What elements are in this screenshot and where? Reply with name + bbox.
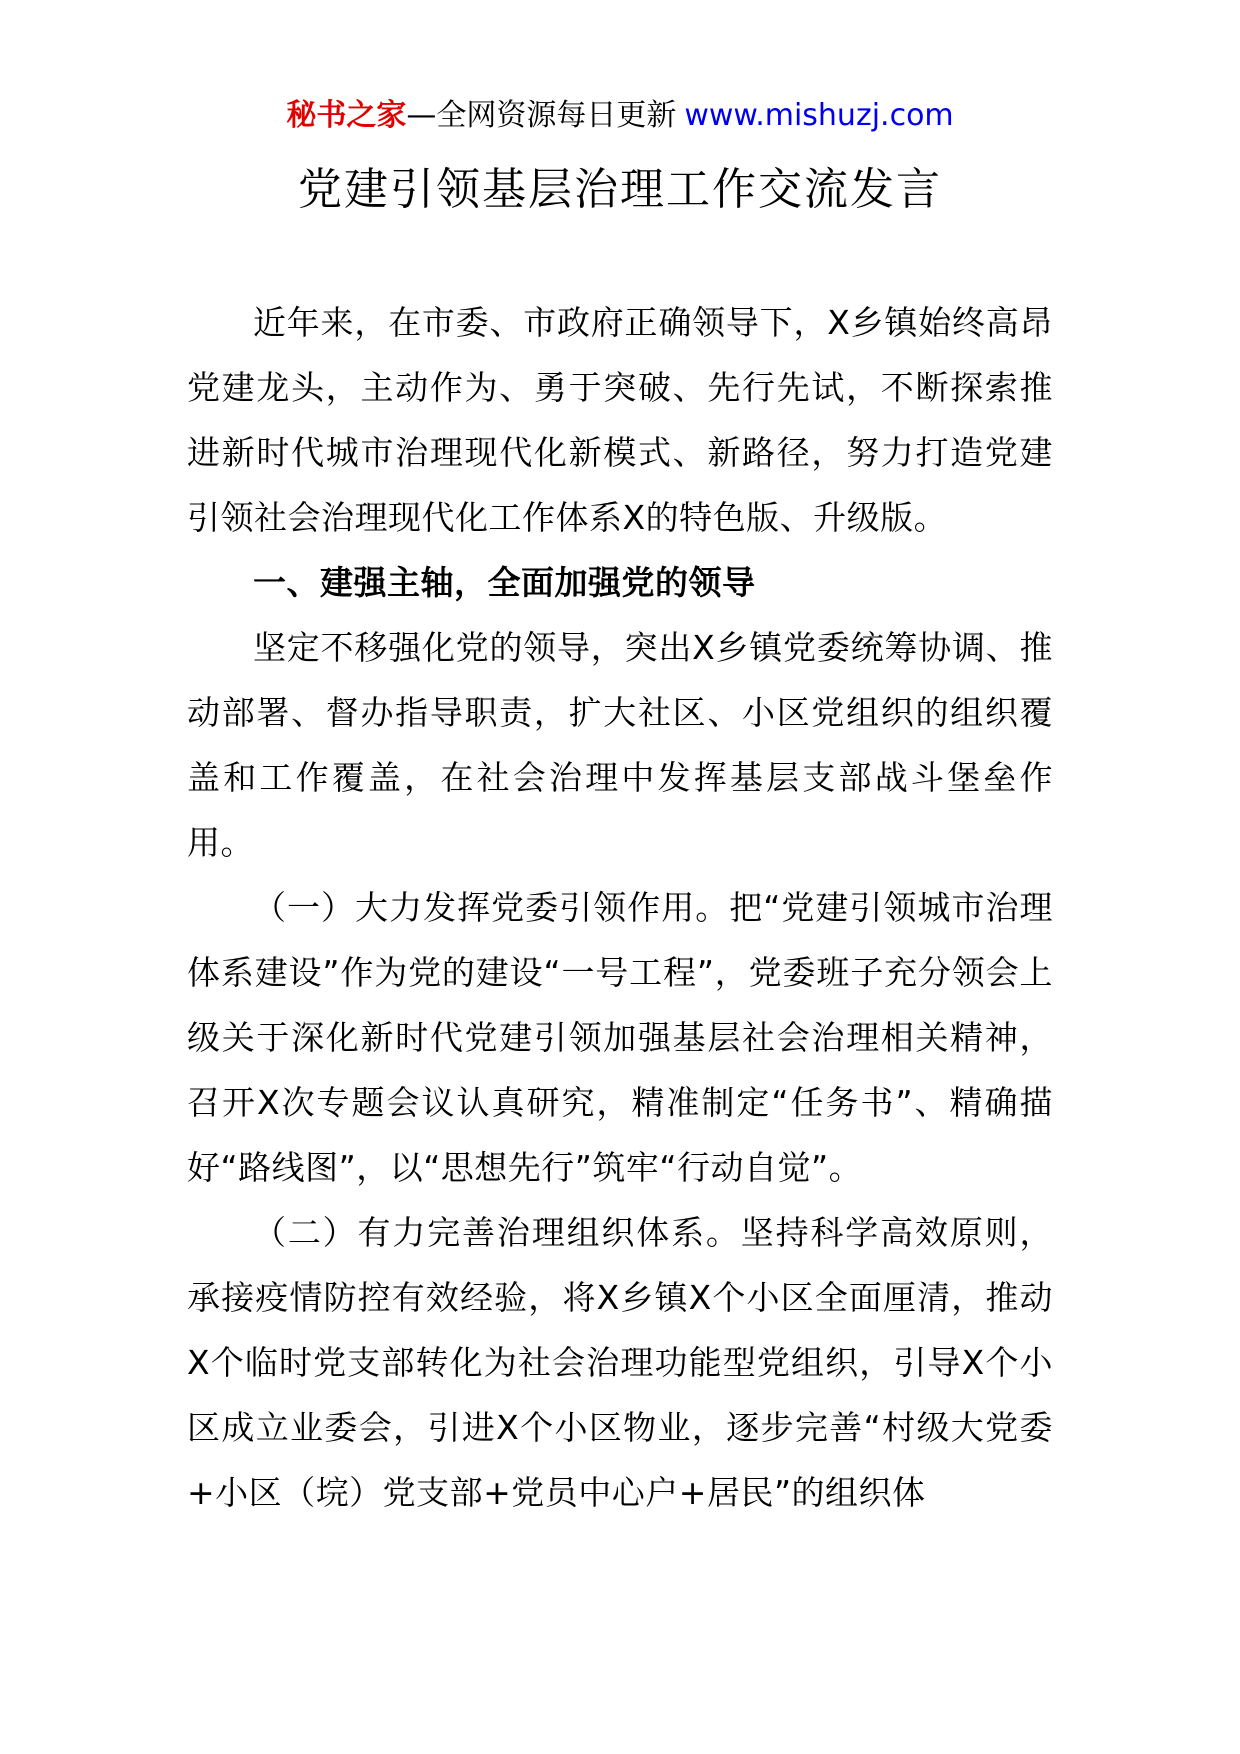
section-1-paragraph: 坚定不移强化党的领导，突出X乡镇党委统筹协调、推动部署、督办指导职责，扩大社区、小区党组织的组织覆盖和工作覆盖，在社会治理中发挥基层支部战斗堡垒作用。 [187,628,1053,862]
subsection-1-paragraph: （一）大力发挥党委引领作用。把“党建引领城市治理体系建设”作为党的建设“一号工程”，党委班子充分领会上级关于深化新时代党建引领加强基层社会治理相关精神，召开X次专题会议认真研究，精准制定“任务书”、精确描好“路线图”，以“思想先行”筑牢“行动自觉”。 [187,888,1053,1187]
document-title: 党建引领基层治理工作交流发言 [298,164,942,215]
subsection-2-paragraph: （二）有力完善治理组织体系。坚持科学高效原则，承接疫情防控有效经验，将X乡镇X个小区全面厘清，推动X个临时党支部转化为社会治理功能型党组织，引导X个小区成立业委会，引进X个小区物业，逐步完善“村级大党委+小区（垸）党支部+党员中心户+居民”的组织体 [187,1213,1053,1512]
intro-paragraph: 近年来，在市委、市政府正确领导下，X乡镇始终高昂党建龙头，主动作为、勇于突破、先行先试，不断探索推进新时代城市治理现代化新模式、新路径，努力打造党建引领社会治理现代化工作体系X的特色版、升级版。 [187,303,1053,537]
document-body [187,290,1053,1525]
site-name: 秘书之家 [286,98,407,133]
header-banner [0,96,1240,136]
site-slogan: —全网资源每日更新 [406,98,677,133]
section-heading-1: 一、建强主轴，全面加强党的领导 [253,563,756,602]
site-url-link[interactable]: www.mishuzj.com [684,98,954,133]
